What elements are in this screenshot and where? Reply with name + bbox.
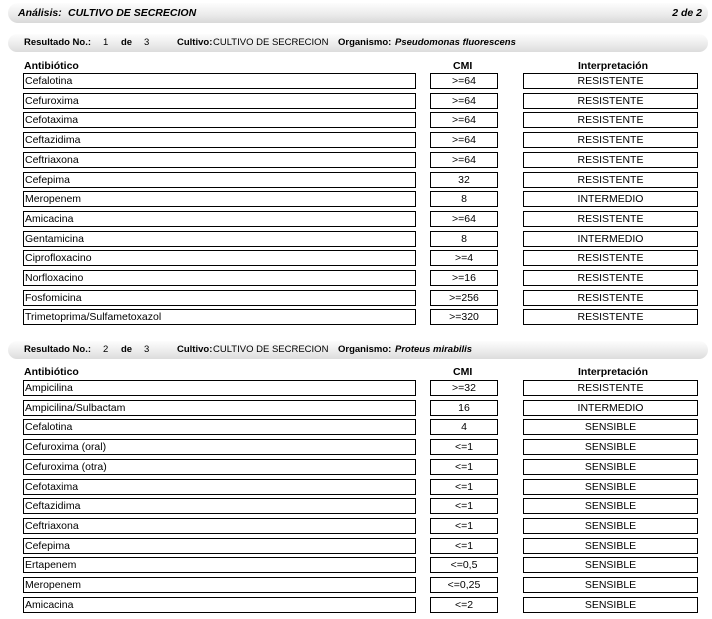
interpretation-cell: SENSIBLE <box>523 557 698 573</box>
interpretation-cell: RESISTENTE <box>523 250 698 266</box>
of-label: de <box>121 37 133 48</box>
interpretation-cell: RESISTENTE <box>523 309 698 325</box>
cmi-cell: >=64 <box>430 93 498 109</box>
result-total: 3 <box>144 37 150 48</box>
interpretation-cell: RESISTENTE <box>523 132 698 148</box>
column-header-antibiotic: Antibiótico <box>24 366 79 378</box>
organism-value: Pseudomonas fluorescens <box>395 37 516 48</box>
antibiotic-cell: Meropenem <box>23 191 416 207</box>
interpretation-cell: INTERMEDIO <box>523 231 698 247</box>
table-row <box>0 172 712 188</box>
interpretation-cell: SENSIBLE <box>523 498 698 514</box>
interpretation-cell: RESISTENTE <box>523 290 698 306</box>
interpretation-cell: SENSIBLE <box>523 597 698 613</box>
table-row <box>0 518 712 534</box>
cmi-cell: <=0,25 <box>430 577 498 593</box>
interpretation-cell: SENSIBLE <box>523 577 698 593</box>
table-row <box>0 459 712 475</box>
antibiotic-cell: Cefalotina <box>23 73 416 89</box>
cmi-cell: <=2 <box>430 597 498 613</box>
antibiotic-cell: Ampicilina <box>23 380 416 396</box>
interpretation-cell: RESISTENTE <box>523 152 698 168</box>
antibiotic-cell: Ceftriaxona <box>23 152 416 168</box>
cmi-cell: >=64 <box>430 211 498 227</box>
antibiotic-cell: Ertapenem <box>23 557 416 573</box>
cmi-cell: <=1 <box>430 538 498 554</box>
antibiotic-cell: Cefuroxima <box>23 93 416 109</box>
table-row <box>0 498 712 514</box>
result-1-bar <box>8 34 708 52</box>
table-row <box>0 419 712 435</box>
column-header-interpretation: Interpretación <box>578 60 649 72</box>
table-row <box>0 132 712 148</box>
analysis-value: CULTIVO DE SECRECION <box>68 7 197 19</box>
table-row <box>0 231 712 247</box>
table-row <box>0 290 712 306</box>
cmi-cell: <=1 <box>430 518 498 534</box>
table-row <box>0 250 712 266</box>
result-number: 2 <box>103 344 109 355</box>
antibiotic-cell: Cefotaxima <box>23 479 416 495</box>
page-indicator: 2 de 2 <box>672 7 702 19</box>
interpretation-cell: SENSIBLE <box>523 439 698 455</box>
table-row <box>0 112 712 128</box>
cmi-cell: >=16 <box>430 270 498 286</box>
table-row <box>0 270 712 286</box>
result-number: 1 <box>103 37 109 48</box>
cmi-cell: >=256 <box>430 290 498 306</box>
culture-label: Cultivo: <box>177 37 213 48</box>
interpretation-cell: RESISTENTE <box>523 270 698 286</box>
table-row <box>0 211 712 227</box>
table-row <box>0 538 712 554</box>
table-row <box>0 309 712 325</box>
interpretation-cell: RESISTENTE <box>523 211 698 227</box>
cmi-cell: >=4 <box>430 250 498 266</box>
antibiotic-cell: Ampicilina/Sulbactam <box>23 400 416 416</box>
antibiotic-cell: Norfloxacino <box>23 270 416 286</box>
table-row <box>0 577 712 593</box>
cmi-cell: >=64 <box>430 132 498 148</box>
column-header-interpretation: Interpretación <box>578 366 649 378</box>
table-row <box>0 557 712 573</box>
antibiotic-cell: Cefepima <box>23 538 416 554</box>
interpretation-cell: SENSIBLE <box>523 459 698 475</box>
antibiotic-cell: Cefuroxima (otra) <box>23 459 416 475</box>
result-label: Resultado No.: <box>24 344 92 355</box>
interpretation-cell: INTERMEDIO <box>523 400 698 416</box>
cmi-cell: >=64 <box>430 73 498 89</box>
table-row <box>0 152 712 168</box>
analysis-header-bar <box>8 3 708 23</box>
culture-label: Cultivo: <box>177 344 213 355</box>
antibiotic-cell: Ceftazidima <box>23 498 416 514</box>
result-label: Resultado No.: <box>24 37 92 48</box>
cmi-cell: 8 <box>430 231 498 247</box>
antibiotic-cell: Cefalotina <box>23 419 416 435</box>
cmi-cell: <=1 <box>430 459 498 475</box>
table-row <box>0 439 712 455</box>
interpretation-cell: SENSIBLE <box>523 419 698 435</box>
interpretation-cell: RESISTENTE <box>523 93 698 109</box>
cmi-cell: 4 <box>430 419 498 435</box>
antibiotic-cell: Ceftriaxona <box>23 518 416 534</box>
interpretation-cell: RESISTENTE <box>523 73 698 89</box>
table-row <box>0 380 712 396</box>
cmi-cell: 8 <box>430 191 498 207</box>
interpretation-cell: RESISTENTE <box>523 172 698 188</box>
interpretation-cell: INTERMEDIO <box>523 191 698 207</box>
cmi-cell: 16 <box>430 400 498 416</box>
cmi-cell: >=32 <box>430 380 498 396</box>
table-row <box>0 191 712 207</box>
result-2-bar <box>8 341 708 359</box>
analysis-label: Análisis: <box>18 7 62 19</box>
organism-label: Organismo: <box>338 344 392 355</box>
culture-value: CULTIVO DE SECRECION <box>213 344 329 355</box>
interpretation-cell: RESISTENTE <box>523 380 698 396</box>
column-header-cmi: CMI <box>453 366 473 378</box>
cmi-cell: <=1 <box>430 479 498 495</box>
cmi-cell: <=1 <box>430 439 498 455</box>
culture-value: CULTIVO DE SECRECION <box>213 37 329 48</box>
antibiotic-cell: Cefuroxima (oral) <box>23 439 416 455</box>
cmi-cell: >=64 <box>430 152 498 168</box>
antibiotic-cell: Gentamicina <box>23 231 416 247</box>
table-row <box>0 597 712 613</box>
cmi-cell: >=64 <box>430 112 498 128</box>
antibiotic-cell: Amicacina <box>23 211 416 227</box>
of-label: de <box>121 344 133 355</box>
table-row <box>0 73 712 89</box>
antibiotic-cell: Cefepima <box>23 172 416 188</box>
organism-value: Proteus mirabilis <box>395 344 473 355</box>
organism-label: Organismo: <box>338 37 392 48</box>
cmi-cell: <=0,5 <box>430 557 498 573</box>
antibiotic-cell: Ceftazidima <box>23 132 416 148</box>
antibiotic-cell: Meropenem <box>23 577 416 593</box>
table-row <box>0 479 712 495</box>
antibiotic-cell: Fosfomicina <box>23 290 416 306</box>
table-row <box>0 93 712 109</box>
interpretation-cell: SENSIBLE <box>523 479 698 495</box>
interpretation-cell: SENSIBLE <box>523 518 698 534</box>
cmi-cell: 32 <box>430 172 498 188</box>
result-total: 3 <box>144 344 150 355</box>
antibiotic-cell: Ciprofloxacino <box>23 250 416 266</box>
cmi-cell: <=1 <box>430 498 498 514</box>
column-header-cmi: CMI <box>453 60 473 72</box>
interpretation-cell: RESISTENTE <box>523 112 698 128</box>
antibiotic-cell: Cefotaxima <box>23 112 416 128</box>
table-row <box>0 400 712 416</box>
interpretation-cell: SENSIBLE <box>523 538 698 554</box>
antibiotic-cell: Trimetoprima/Sulfametoxazol <box>23 309 416 325</box>
cmi-cell: >=320 <box>430 309 498 325</box>
antibiotic-cell: Amicacina <box>23 597 416 613</box>
column-header-antibiotic: Antibiótico <box>24 60 79 72</box>
